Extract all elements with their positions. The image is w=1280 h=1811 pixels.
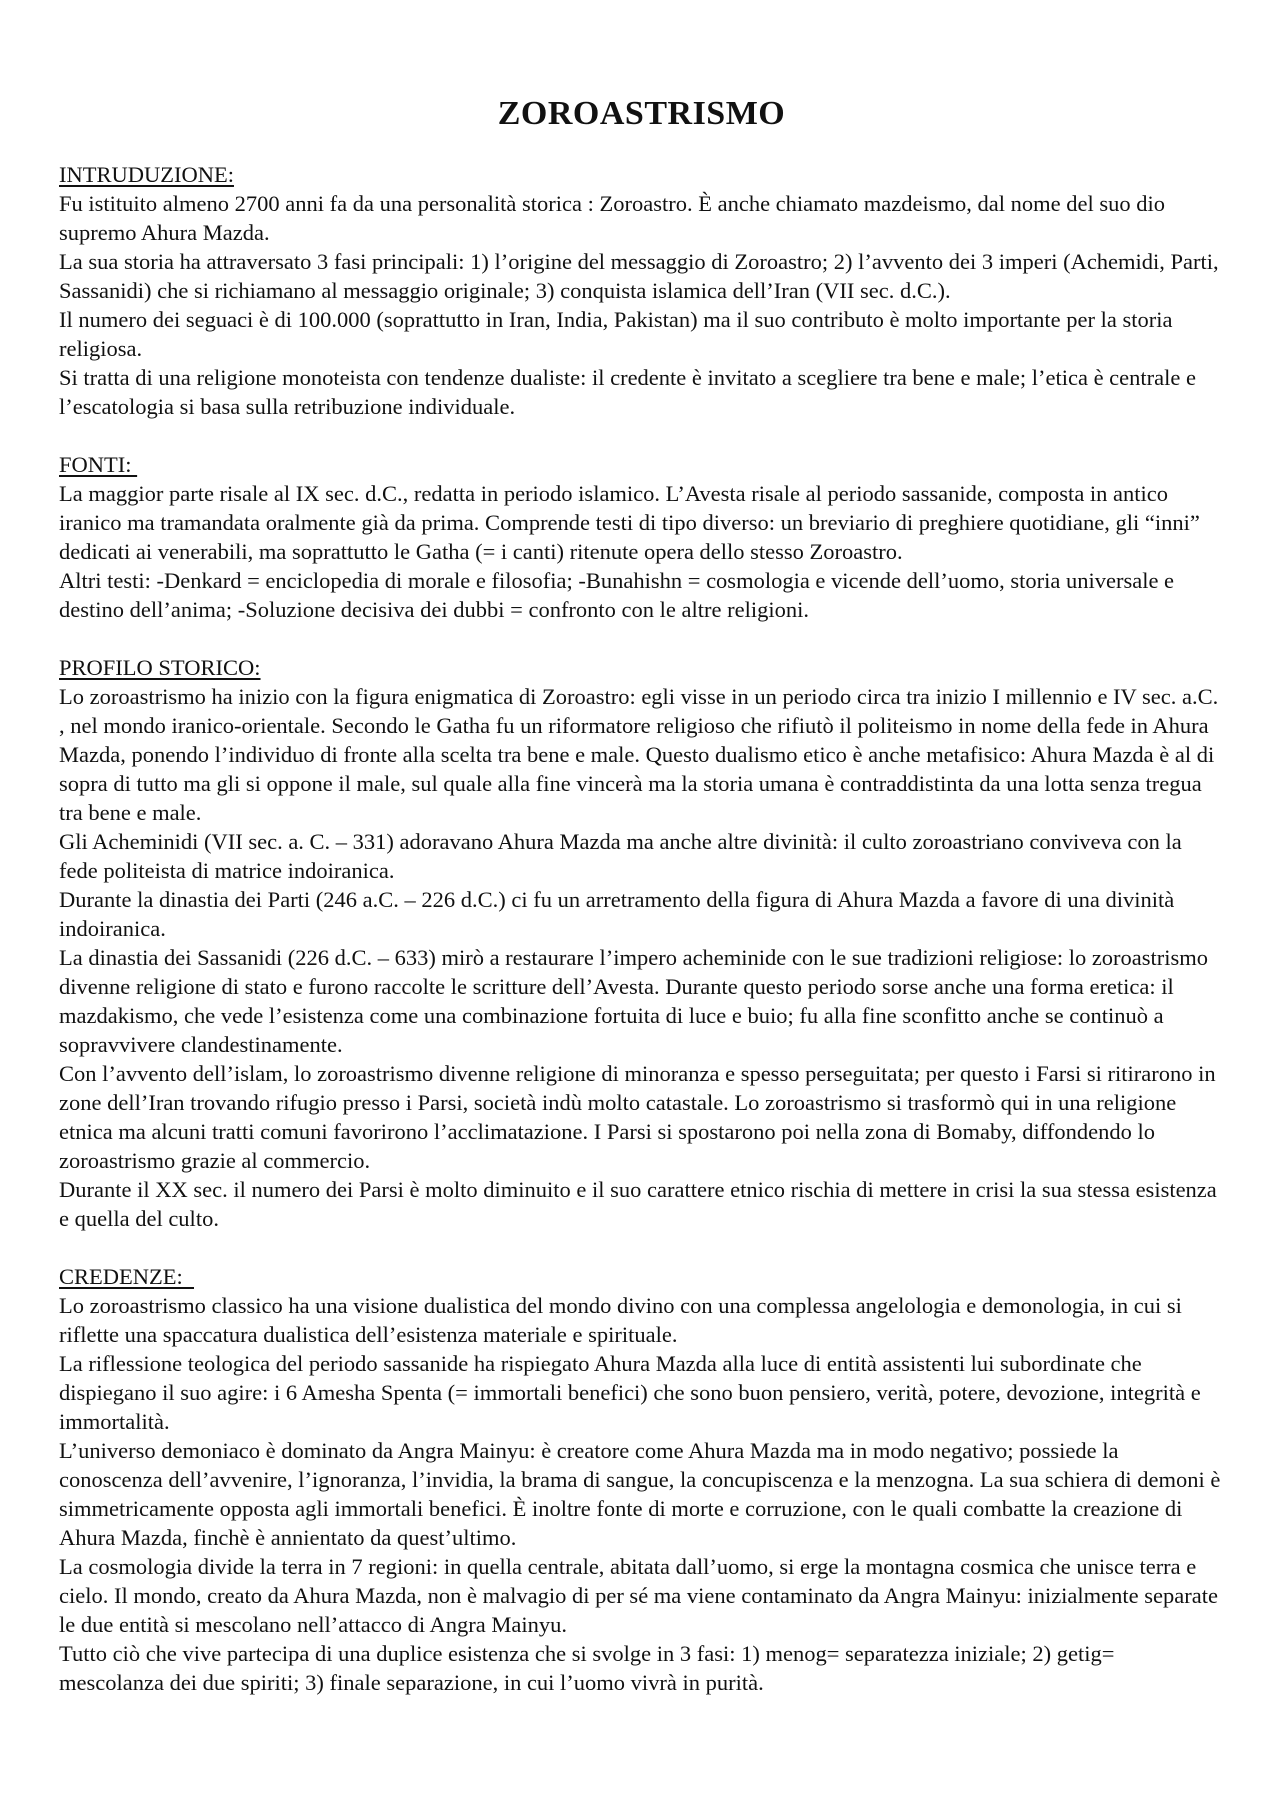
section-fonti	[59, 450, 1224, 624]
section-spacer	[59, 421, 1224, 450]
section-spacer	[59, 624, 1224, 653]
paragraph: La riflessione teologica del periodo sassanide ha rispiegato Ahura Mazda alla luce di entità assistenti lui subordinate che dispiegano il suo agire: i 6 Amesha Spenta (= immortali benefici) che sono buon pensiero, verità, potere, devozione, integrità e immortalità.	[59, 1351, 1201, 1434]
section-heading-introduzione: INTRUDUZIONE:	[59, 162, 234, 187]
section-heading-fonti: FONTI:	[59, 452, 138, 477]
paragraph: La dinastia dei Sassanidi (226 d.C. – 633) mirò a restaurare l’impero acheminide con le sue tradizioni religiose: lo zoroastrismo divenne religione di stato e furono raccolte le scritture dell’Avesta. Durante questo periodo sorse anche una forma eretica: il mazdakismo, che vede l’esistenza come una combinazione fortuita di luce e buio; fu alla fine sconfitto anche se continuò a sopravvivere clandestinamente.	[59, 945, 1209, 1057]
document-page	[59, 0, 1224, 1697]
paragraph: Lo zoroastrismo classico ha una visione dualistica del mondo divino con una complessa angelologia e demonologia, in cui si riflette una spaccatura dualistica dell’esistenza materiale e spirituale.	[59, 1293, 1182, 1347]
paragraph: Il numero dei seguaci è di 100.000 (soprattutto in Iran, India, Pakistan) ma il suo contributo è molto importante per la storia religiosa.	[59, 307, 1173, 361]
section-heading-profilo-storico: PROFILO STORICO:	[59, 655, 261, 680]
paragraph: Tutto ciò che vive partecipa di una duplice esistenza che si svolge in 3 fasi: 1) menog= separatezza iniziale; 2) getig= mescolanza dei due spiriti; 3) finale separazione, in cui l’uomo vivrà in purità.	[59, 1641, 1115, 1695]
paragraph: Si tratta di una religione monoteista con tendenze dualiste: il credente è invitato a scegliere tra bene e male; l’etica è centrale e l’escatologia si basa sulla retribuzione individuale.	[59, 365, 1196, 419]
document-title: ZOROASTRISMO	[497, 95, 786, 132]
paragraph: Lo zoroastrismo ha inizio con la figura enigmatica di Zoroastro: egli visse in un periodo circa tra inizio I millennio e IV sec. a.C. , nel mondo iranico-orientale. Secondo le Gatha fu un riformatore religioso che rifiutò il politeismo in nome della fede in Ahura Mazda, ponendo l’individuo di fronte alla scelta tra bene e male. Questo dualismo etico è anche metafisico: Ahura Mazda è al di sopra di tutto ma gli si oppone il male, sul quale alla fine vincerà ma la storia umana è contraddistinta da una lotta senza tregua tra bene e male.	[59, 684, 1219, 825]
paragraph: La cosmologia divide la terra in 7 regioni: in quella centrale, abitata dall’uomo, si erge la montagna cosmica che unisce terra e cielo. Il mondo, creato da Ahura Mazda, non è malvagio di per sé ma viene contaminato da Angra Mainyu: inizialmente separate le due entità si mescolano nell’attacco di Angra Mainyu.	[59, 1554, 1218, 1637]
paragraph: Altri testi: -Denkard = enciclopedia di morale e filosofia; -Bunahishn = cosmologia e vicende dell’uomo, storia universale e destino dell’anima; -Soluzione decisiva dei dubbi = confronto con le altre religioni.	[59, 568, 1175, 622]
section-heading-credenze: CREDENZE:	[59, 1264, 194, 1289]
section-credenze	[59, 1262, 1224, 1697]
paragraph: L’universo demoniaco è dominato da Angra Mainyu: è creatore come Ahura Mazda ma in modo negativo; possiede la conoscenza dell’avvenire, l’ignoranza, l’invidia, la brama di sangue, la concupiscenza e la menzogna. La sua schiera di demoni è simmetricamente opposta agli immortali benefici. È inoltre fonte di morte e corruzione, con le quali combatte la creazione di Ahura Mazda, finchè è annientato da quest’ultimo.	[59, 1438, 1221, 1550]
paragraph: Con l’avvento dell’islam, lo zoroastrismo divenne religione di minoranza e spesso perseguitata; per questo i Farsi si ritirarono in zone dell’Iran trovando rifugio presso i Parsi, società indù molto catastale. Lo zoroastrismo si trasformò qui in una religione etnica ma alcuni tratti comuni favorirono l’acclimatazione. I Parsi si spostarono poi nella zona di Bomaby, diffondendo lo zoroastrismo grazie al commercio.	[59, 1061, 1216, 1173]
paragraph: Fu istituito almeno 2700 anni fa da una personalità storica : Zoroastro. È anche chiamato mazdeismo, dal nome del suo dio supremo Ahura Mazda.	[59, 191, 1165, 245]
section-introduzione	[59, 160, 1224, 421]
paragraph: La sua storia ha attraversato 3 fasi principali: 1) l’origine del messaggio di Zoroastro; 2) l’avvento dei 3 imperi (Achemidi, Parti, Sassanidi) che si richiamano al messaggio originale; 3) conquista islamica dell’Iran (VII sec. d.C.).	[59, 249, 1219, 303]
paragraph: La maggior parte risale al IX sec. d.C., redatta in periodo islamico. L’Avesta risale al periodo sassanide, composta in antico iranico ma tramandata oralmente già da prima. Comprende testi di tipo diverso: un breviario di preghiere quotidiane, gli “inni” dedicati ai venerabili, ma soprattutto le Gatha (= i canti) ritenute opera dello stesso Zoroastro.	[59, 481, 1200, 564]
section-profilo-storico	[59, 653, 1224, 1233]
paragraph: Durante la dinastia dei Parti (246 a.C. – 226 d.C.) ci fu un arretramento della figura di Ahura Mazda a favore di una divinità indoiranica.	[59, 887, 1175, 941]
section-spacer	[59, 1233, 1224, 1262]
paragraph: Gli Acheminidi (VII sec. a. C. – 331) adoravano Ahura Mazda ma anche altre divinità: il culto zoroastriano conviveva con la fede politeista di matrice indoiranica.	[59, 829, 1182, 883]
paragraph: Durante il XX sec. il numero dei Parsi è molto diminuito e il suo carattere etnico rischia di mettere in crisi la sua stessa esistenza e quella del culto.	[59, 1177, 1217, 1231]
